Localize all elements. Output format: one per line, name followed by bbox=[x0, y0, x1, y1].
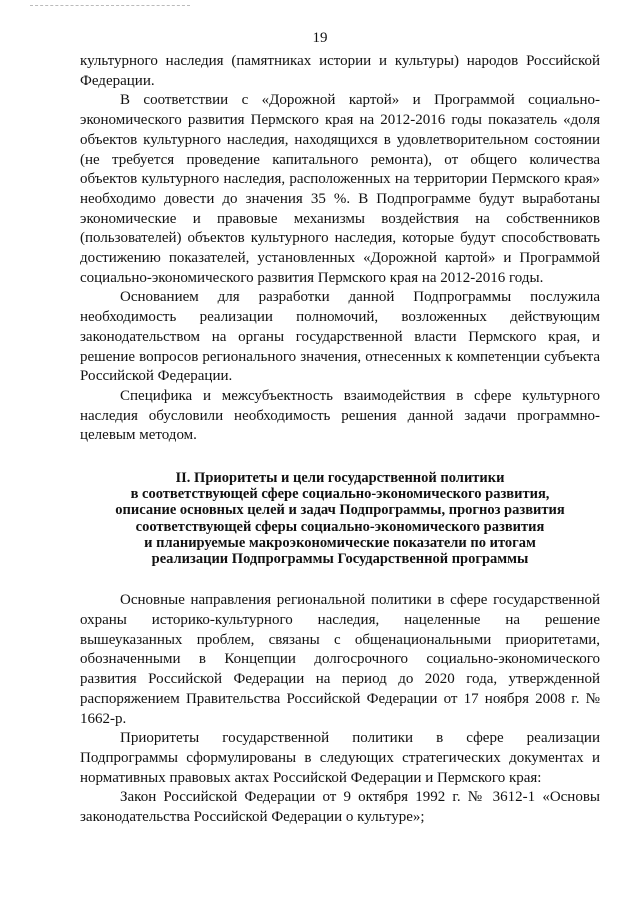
section-heading-line: в соответствующей сфере социально-экономического развития, bbox=[130, 486, 550, 503]
paragraph: культурного наследия (памятниках истории и культуры) народов Российской Федерации. bbox=[80, 53, 600, 89]
paragraph: В соответствии с «Дорожной картой» и Программой социально-экономического развития Пермского края на 2012-2016 годы показатель «доля объектов культурного наследия, находящихся в удовлетворительном состоянии (не требуется проведение капитального ремонта), от общего количества объектов культурного наследия, расположенных на территории Пермского края» необходимо довести до значения 35 %. В Подпрограмме будут выработаны экономические и правовые механизмы воздействия на собственников (пользователей) объектов культурного наследия, которые будут способствовать достижению показателей, установленных «Дорожной картой» и Программой социально-экономического развития Пермского края на 2012-2016 годы. bbox=[80, 92, 600, 286]
paragraph: Закон Российской Федерации от 9 октября 1992 г. № 3612-1 «Основы законодательства Российской Федерации о культуре»; bbox=[80, 789, 600, 826]
paragraph: Основные направления региональной политики в сфере государственной охраны историко-культурного наследия, нацеленные на решение вышеуказанных проблем, связаны с общенациональными приоритетами, обозначенными в Концепции долгосрочного социально-экономического развития Российской Федерации на период до 2020 года, утвержденной распоряжением Правительства Российской Федерации от 17 ноября 2008 г. № 1662-р. bbox=[80, 592, 600, 727]
page-number: 19 bbox=[312, 30, 328, 46]
section-heading-line: описание основных целей и задач Подпрограммы, прогноз развития bbox=[115, 502, 565, 519]
section-heading-line: и планируемые макроэкономические показатели по итогам bbox=[144, 534, 536, 551]
section-heading-line: II. Приоритеты и цели государственной политики bbox=[175, 470, 505, 487]
paragraph: Приоритеты государственной политики в сфере реализации Подпрограммы сформулированы в следующих стратегических документах и нормативных правовых актах Российской Федерации и Пермского края: bbox=[80, 730, 600, 786]
section-heading bbox=[80, 470, 600, 567]
paragraph: Основанием для разработки данной Подпрограммы послужила необходимость реализации полномочий, возложенных действующим законодательством на органы государственной власти Пермского края, и решение вопросов регионального значения, отнесенных к компетенции субъекта Российской Федерации. bbox=[80, 289, 600, 385]
scan-edge-marks bbox=[30, 5, 190, 8]
paragraph: Специфика и межсубъектность взаимодействия в сфере культурного наследия обусловили необходимость решения данной задачи программно-целевым методом. bbox=[80, 387, 600, 444]
section-heading-line: соответствующей сферы социально-экономического развития bbox=[135, 518, 545, 535]
document-body bbox=[80, 52, 600, 828]
section-heading-line: реализации Подпрограммы Государственной программы bbox=[151, 551, 529, 568]
